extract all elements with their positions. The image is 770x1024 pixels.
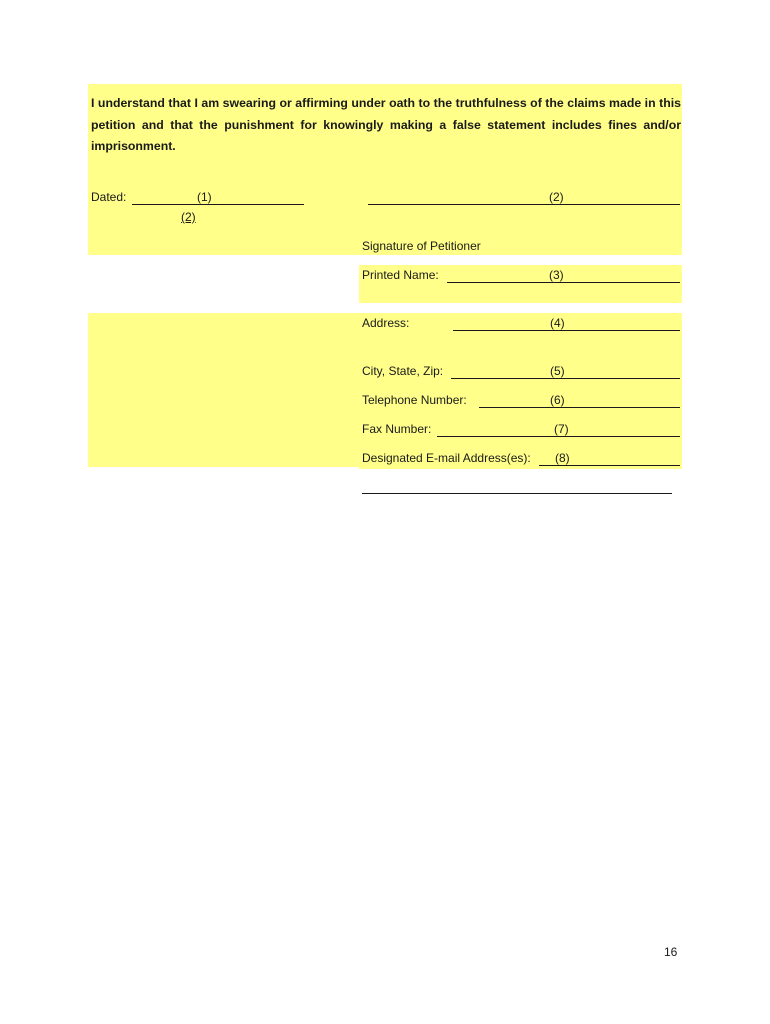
signature-label: Signature of Petitioner bbox=[362, 239, 481, 253]
address-marker: (4) bbox=[550, 316, 565, 330]
page-number: 16 bbox=[664, 945, 678, 959]
fax-marker: (7) bbox=[554, 422, 569, 436]
highlight-address-right bbox=[359, 313, 682, 469]
highlight-address-left bbox=[88, 313, 359, 467]
printed-name-underline[interactable] bbox=[447, 282, 680, 283]
email-underline[interactable] bbox=[539, 465, 680, 466]
email-extra-underline[interactable] bbox=[362, 493, 672, 494]
printed-name-label: Printed Name: bbox=[362, 268, 439, 282]
city-state-zip-underline[interactable] bbox=[451, 378, 680, 379]
city-state-zip-label: City, State, Zip: bbox=[362, 364, 444, 378]
oath-statement: I understand that I am swearing or affirming under oath to the truthfulness of the claims made in this petition and that the punishment for knowingly making a false statement includes fines and/or imprisonment. bbox=[91, 96, 681, 153]
printed-name-marker: (3) bbox=[549, 268, 564, 282]
dated-label: Dated: bbox=[91, 190, 127, 204]
signature-underline[interactable] bbox=[368, 204, 680, 205]
email-marker: (8) bbox=[555, 451, 570, 465]
signature-marker: (2) bbox=[549, 190, 564, 204]
fax-underline[interactable] bbox=[437, 436, 680, 437]
fax-label: Fax Number: bbox=[362, 422, 432, 436]
dated-marker-below: (2) bbox=[181, 210, 196, 224]
telephone-underline[interactable] bbox=[479, 407, 680, 408]
dated-marker: (1) bbox=[197, 190, 212, 204]
city-state-zip-marker: (5) bbox=[550, 364, 565, 378]
telephone-label: Telephone Number: bbox=[362, 393, 467, 407]
dated-underline[interactable] bbox=[132, 204, 304, 205]
telephone-marker: (6) bbox=[550, 393, 565, 407]
address-label: Address: bbox=[362, 316, 410, 330]
address-underline[interactable] bbox=[453, 330, 680, 331]
email-label: Designated E-mail Address(es): bbox=[362, 451, 531, 465]
